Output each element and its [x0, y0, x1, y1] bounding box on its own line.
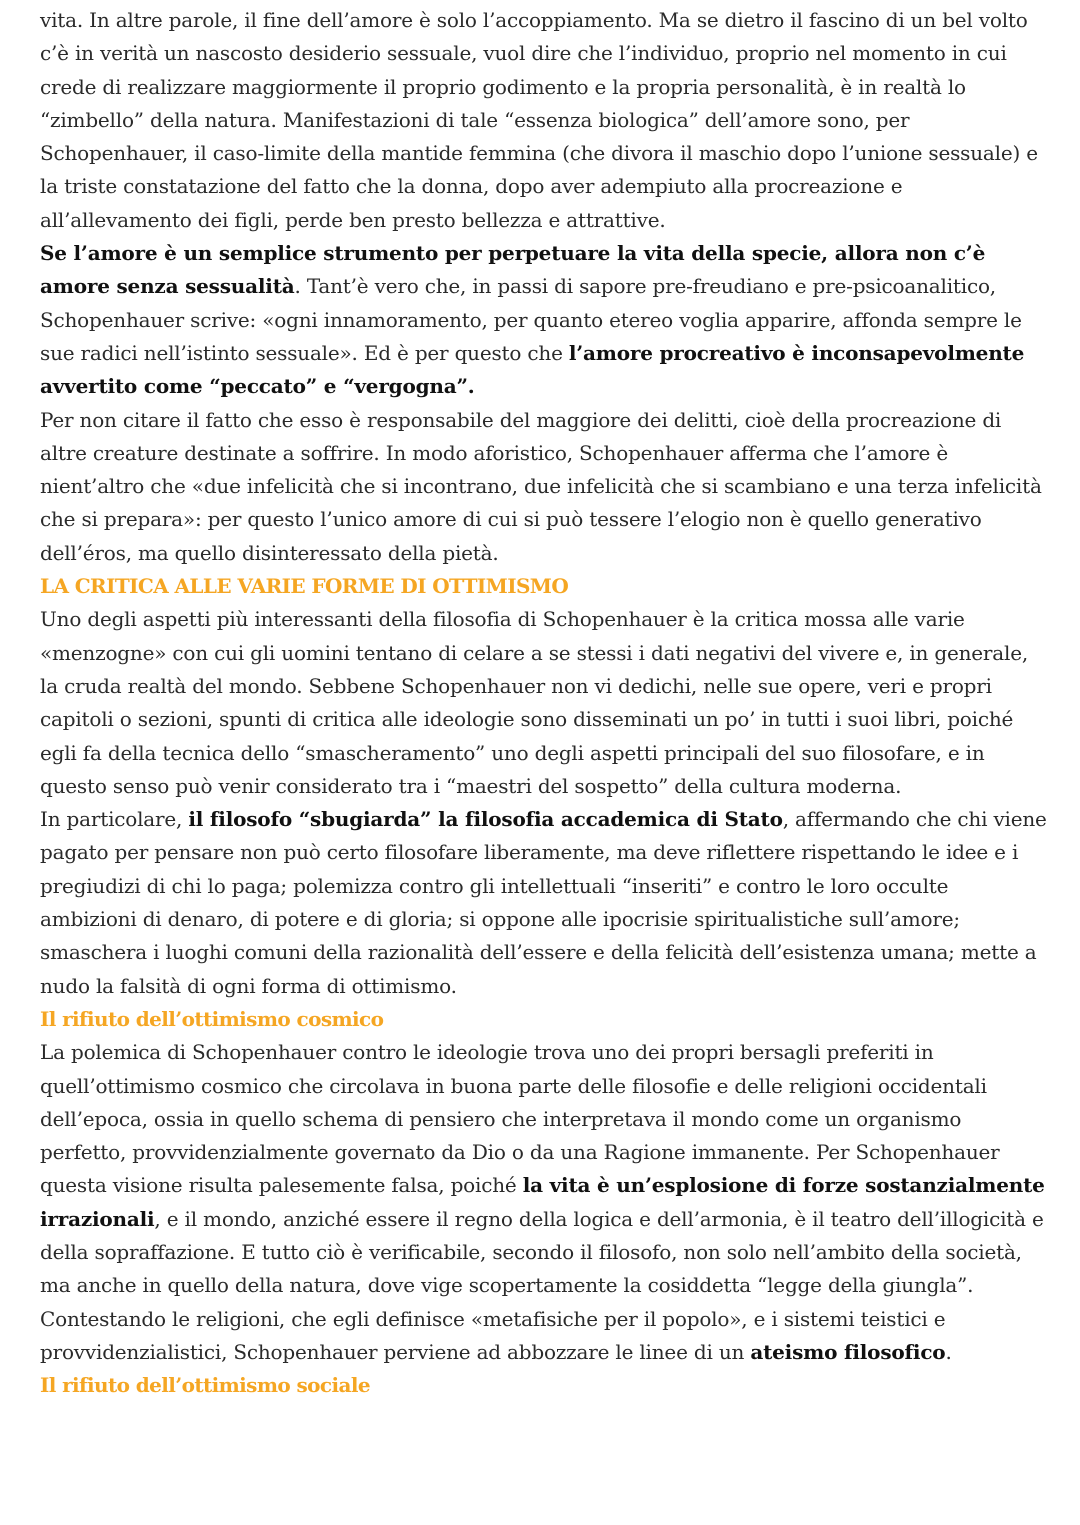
text-run: Contestando le religioni, che egli definisce «metafisiche per il popolo», e i sistemi teistici e provvidenzialistici, Schopenhauer perviene ad abbozzare le linee di un — [40, 1306, 946, 1364]
text-run: , e il mondo, anziché essere il regno della logica e dell’armonia, è il teatro dell’illogicità e della sopraffazione. E tutto ciò è verificabile, secondo il filosofo, non solo nell’ambito della società, ma anche in quello della natura, dove vige scopertamente la cosiddetta “legge della giungla”. — [40, 1206, 1044, 1298]
bold-text-run: il filosofo “sbugiarda” la filosofia accademica di Stato — [188, 807, 783, 832]
paragraph-ateismo — [40, 1303, 1050, 1370]
text-run: Per non citare il fatto che esso è responsabile del maggiore dei delitti, cioè della procreazione di altre creature destinate a soffrire. In modo aforistico, Schopenhauer afferma che l’amore è nient’altro che «due infelicità che si incontrano, due infelicità che si scambiano e una terza infelicità che si prepara»: per questo l’unico amore di cui si può tessere l’elogio non è quello generativo dell’éros, ma quello disinteressato della pietà. — [40, 407, 1042, 565]
paragraph-filosofia-accademica — [40, 803, 1050, 1003]
text-run: La polemica di Schopenhauer contro le ideologie trova uno dei propri bersagli preferiti in quell’ottimismo cosmico che circolava in buona parte delle filosofie e delle religioni occidentali dell’epoca, ossia in quello schema di pensiero che interpretava il mondo come un organismo perfetto, provvidenzialmente governato da Dio o da una Ragione immanente. Per Schopenhauer questa visione risulta palesemente falsa, poiché — [40, 1040, 1000, 1198]
bold-text-run: l’amore procreativo è inconsapevolmente avvertito come “peccato” e “vergogna”. — [40, 340, 1025, 399]
paragraph-menzogne — [40, 603, 1050, 803]
section-heading-ottimismo-sociale — [40, 1369, 1050, 1402]
section-heading-critica-ottimismo — [40, 570, 1050, 603]
heading-text: Il rifiuto dell’ottimismo cosmico — [40, 1006, 384, 1031]
bold-text-run: la vita è un’esplosione di forze sostanzialmente irrazionali — [40, 1173, 1045, 1231]
paragraph-love-biology — [40, 4, 1050, 237]
bold-text-run: Se l’amore è un semplice strumento per perpetuare la vita della specie, allora non c’è amore senza sessualità — [40, 241, 986, 299]
bold-text-run: ateismo filosofico — [750, 1339, 946, 1364]
text-run: vita. In altre parole, il fine dell’amore è solo l’accoppiamento. Ma se dietro il fascino di un bel volto c’è in verità un nascosto desiderio sessuale, vuol dire che l’individuo, proprio nel momento in cui crede di realizzare maggiormente il proprio godimento e la propria personalità, è in realtà lo “zimbello” della natura. Manifestazioni di tale “essenza biologica” dell’amore sono, per Schopenhauer, il caso-limite della mantide femmina (che divora il maschio dopo l’unione sessuale) e la triste constatazione del fatto che la donna, dopo aver adempiuto alla procreazione e all’allevamento dei figli, perde ben presto bellezza e attrattive. — [40, 8, 1038, 232]
paragraph-love-sexuality — [40, 237, 1050, 403]
paragraph-procreation-crime — [40, 404, 1050, 570]
text-run: Uno degli aspetti più interessanti della filosofia di Schopenhauer è la critica mossa alle varie «menzogne» con cui gli uomini tentano di celare a se stessi i dati negativi del vivere e, in generale, la cruda realtà del mondo. Sebbene Schopenhauer non vi dedichi, nelle sue opere, veri e propri capitoli o sezioni, spunti di critica alle ideologie sono disseminati un po’ in tutti i suoi libri, poiché egli fa della tecnica dello “smascheramento” uno degli aspetti principali del suo filosofare, e in questo senso può venir considerato tra i “maestri del sospetto” della cultura moderna. — [40, 607, 1029, 798]
text-run: , affermando che chi viene pagato per pensare non può certo filosofare liberamente, ma deve riflettere rispettando le idee e i pregiudizi di chi lo paga; polemizza contro gli intellettuali “inseriti” e contro le loro occulte ambizioni di denaro, di potere e di gloria; si oppone alle ipocrisie spiritualistiche sull’amore; smaschera i luoghi comuni della razionalità dell’essere e della felicità dell’esistenza umana; mette a nudo la falsità di ogni forma di ottimismo. — [40, 807, 1047, 998]
paragraph-ottimismo-cosmico — [40, 1036, 1050, 1302]
heading-text: LA CRITICA ALLE VARIE FORME DI OTTIMISMO — [40, 574, 569, 599]
section-heading-ottimismo-cosmico — [40, 1003, 1050, 1036]
text-run: In particolare, — [40, 807, 189, 832]
heading-text: Il rifiuto dell’ottimismo sociale — [40, 1373, 370, 1398]
text-run: . — [945, 1339, 952, 1364]
text-run: . Tant’è vero che, in passi di sapore pre-freudiano e pre-psicoanalitico, Schopenhauer scrive: «ogni innamoramento, per quanto etereo voglia apparire, affonda sempre le sue radici nell’istinto sessuale». Ed è per questo che — [40, 274, 1022, 365]
